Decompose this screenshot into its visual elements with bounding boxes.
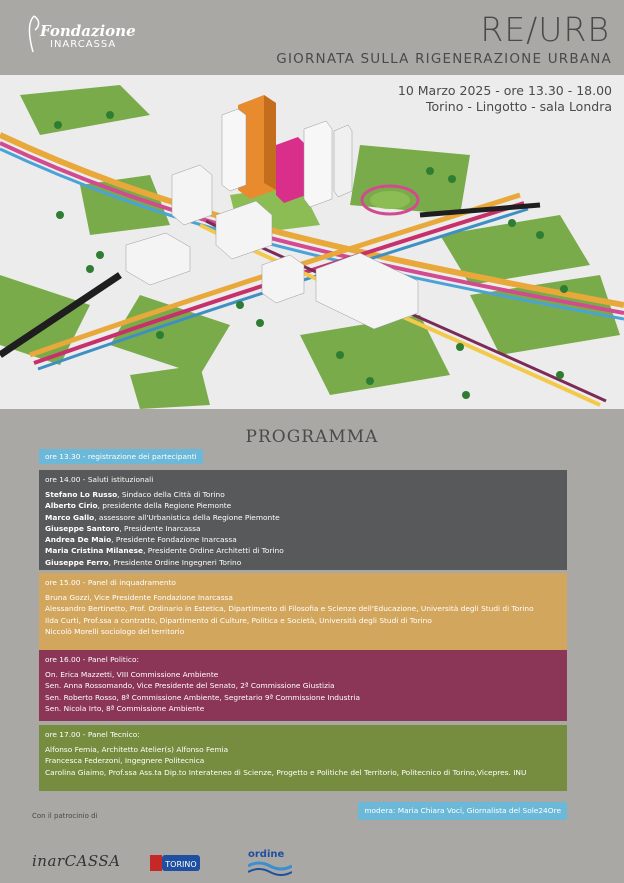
speaker-role: , Presidente Fondazione Inarcassa <box>111 535 237 545</box>
panel-time: ore 16.00 - Panel Politico: <box>45 655 139 664</box>
speaker-name: Giuseppe Santoro <box>45 523 120 533</box>
speaker-row: Sen. Nicola Irto, 8ª Commissione Ambiente <box>45 703 205 713</box>
speaker-role: , Presidente Inarcassa <box>119 523 201 533</box>
speaker-row: Niccolò Morelli sociologo del territorio <box>45 626 185 636</box>
event-date: 10 Marzo 2025 - ore 13.30 - 18.00 <box>397 83 612 98</box>
speaker-row <box>45 557 561 568</box>
inarcassa-logo: inarCASSA <box>32 852 121 870</box>
city-isometric-image <box>0 75 624 409</box>
panel-time: ore 15.00 - Panel di inquadramento <box>45 578 176 587</box>
speaker-role: , presidente della Regione Piemonte <box>97 501 232 511</box>
speaker-row: Alessandro Bertinetto, Prof. Ordinario in Estetica, Dipartimento di Filosofia e Scienze dell'Educazione, Università degli Studi di Torino <box>45 604 534 614</box>
speaker-row: Sen. Roberto Rosso, 8ª Commissione Ambiente, Segretario 9ª Commissione Industria <box>45 692 361 702</box>
speaker-row <box>45 500 561 511</box>
event-place: Torino - Lingotto - sala Londra <box>426 99 612 114</box>
speaker-row: Ilda Curti, Prof.ssa a contratto, Dipartimento di Culture, Politica e Società, Università degli Studi di Torino <box>45 615 432 625</box>
speaker-name: Andrea De Maio <box>45 535 112 545</box>
speaker-row <box>45 534 561 545</box>
event-date-place <box>398 83 612 115</box>
speaker-name: Alberto Cirio <box>45 501 98 511</box>
speaker-row: Francesca Federzoni, Ingegnere Politecnica <box>45 756 205 766</box>
event-title: RE/URB <box>480 10 610 49</box>
speaker-row <box>45 523 561 534</box>
speaker-role: , assessore all'Urbanistica della Regione Piemonte <box>94 512 280 522</box>
moderator-chip: modera: Maria Chiara Voci, Giornalista del Sole24Ore <box>358 802 567 820</box>
logo-line2: INARCASSA <box>50 39 117 50</box>
speaker-row: Carolina Giaimo, Prof.ssa Ass.ta Dip.to Interateneo di Scienze, Progetto e Politiche del Territorio, Politecnico di Torino,Vicepres. INU <box>45 767 527 777</box>
panel-inquadramento <box>39 573 567 654</box>
torino-metropoli-logo <box>150 852 200 874</box>
logo-line1: Fondazione <box>40 22 136 40</box>
speaker-row: Bruna Gozzi, Vice Presidente Fondazione Inarcassa <box>45 593 233 602</box>
speaker-role: , Presidente Ordine Architetti di Torino <box>143 546 284 556</box>
speaker-name: Giuseppe Ferro <box>45 557 109 567</box>
panel-saluti-istituzionali <box>39 470 567 570</box>
speaker-row <box>45 545 561 556</box>
speaker-name: Maria Cristina Milanese <box>45 546 144 556</box>
ordine-architetti-logo <box>248 846 292 876</box>
header <box>0 0 624 75</box>
speaker-row: On. Erica Mazzetti, VIII Commissione Ambiente <box>45 670 219 679</box>
panel-tecnico <box>39 725 567 791</box>
panel-time: ore 14.00 - Saluti istituzionali <box>45 475 154 484</box>
speaker-row <box>45 489 561 500</box>
speaker-row: Alfonso Femia, Architetto Atelier(s) Alfonso Femia <box>45 745 229 754</box>
patronage-label: Con il patrocinio di <box>32 812 98 820</box>
programma-heading: PROGRAMMA <box>245 427 379 447</box>
ordine-logo-text: ordine <box>248 849 285 860</box>
panel-politico <box>39 650 567 721</box>
speaker-name: Marco Gallo <box>45 512 95 522</box>
speaker-role: , Presidente Ordine Ingegneri Torino <box>108 557 242 567</box>
torino-logo-text: TORINO <box>165 860 197 869</box>
speaker-name: Stefano Lo Russo <box>45 490 118 499</box>
panel-time: ore 17.00 - Panel Tecnico: <box>45 730 140 739</box>
speaker-row: Sen. Anna Rossomando, Vice Presidente del Senato, 2ª Commissione Giustizia <box>45 681 335 691</box>
registration-chip: ore 13.30 - registrazione dei partecipanti <box>39 449 203 464</box>
urban-illustration <box>0 75 624 409</box>
event-subtitle: GIORNATA SULLA RIGENERAZIONE URBANA <box>276 51 612 67</box>
speaker-row <box>45 512 561 523</box>
speaker-role: , Sindaco della Città di Torino <box>117 490 225 499</box>
